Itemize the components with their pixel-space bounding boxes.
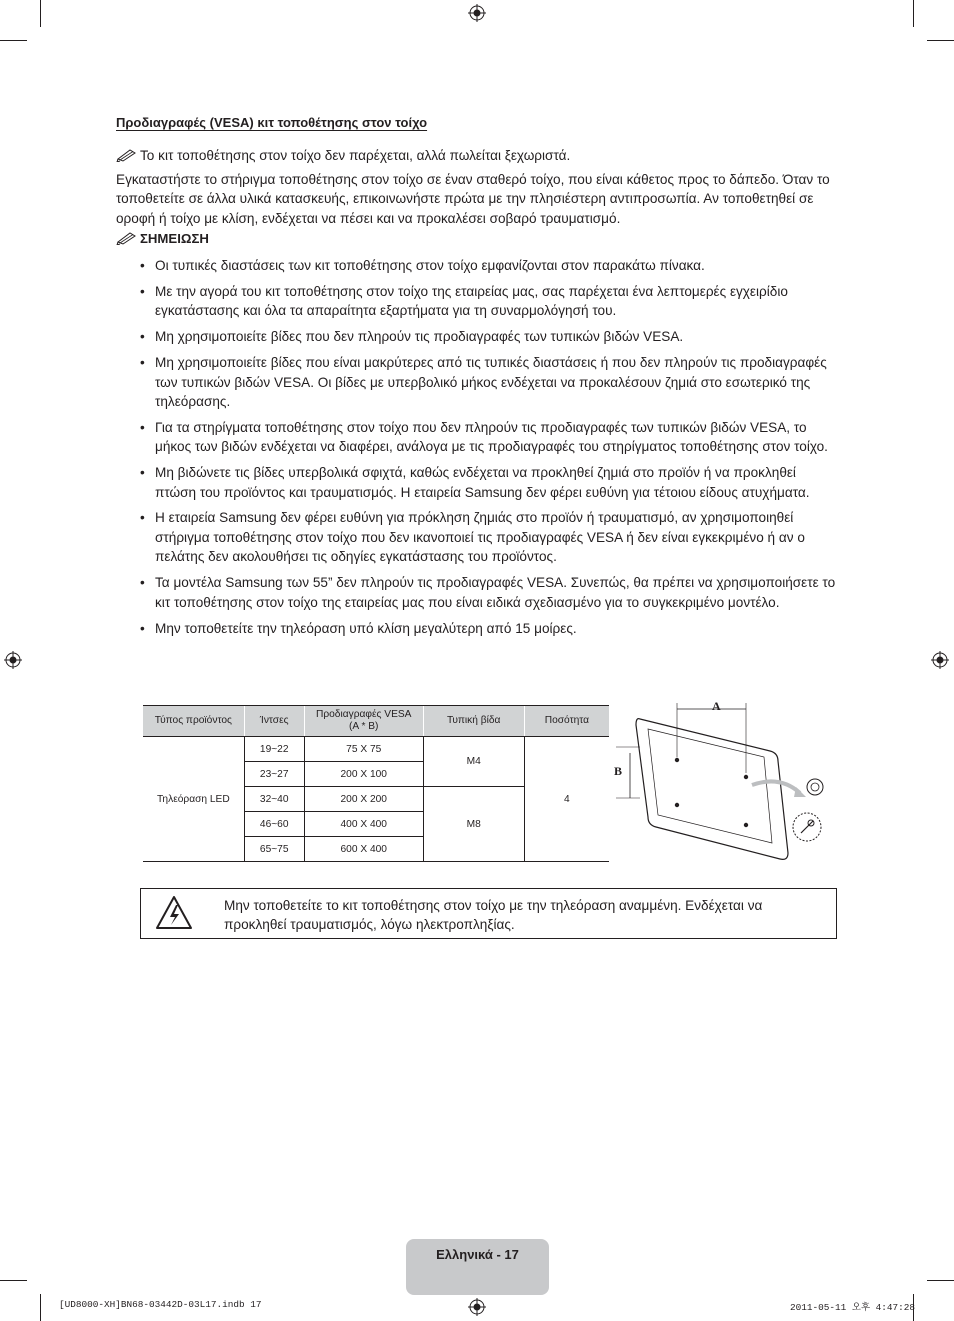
inches-cell: 23~27 [244, 762, 304, 787]
pencil-note-icon [116, 148, 138, 162]
vesa-cell: 200 X 200 [304, 787, 423, 812]
column-header: Ίντσες [244, 706, 304, 737]
mounting-hole [744, 823, 748, 827]
column-header: Τύπος προϊόντος [143, 706, 244, 737]
note-bullet-list [140, 256, 840, 644]
quantity-cell: 4 [524, 737, 609, 862]
warning-text: Μην τοποθετείτε το κιτ τοποθέτησης στον τοίχο με την τηλεόραση αναμμένη. Ενδέχεται να προκληθεί τραυματισμός, λόγω ηλεκτροπληξίας. [224, 898, 763, 933]
registration-mark-icon [468, 1298, 486, 1316]
install-paragraph: Εγκαταστήστε το στήριγμα τοποθέτησης στον τοίχο σε έναν σταθερό τοίχο, που είναι κάθετος προς το δάπεδο. Όταν το τοποθετείτε σε άλλα υλικά κατασκευής, επικοινωνήστε πρώτα με την πλησιέστερη αντιπροσωπία. Αν τοποθετηθεί σε οροφή ή τοίχο με κλίση, ενδέχεται να πέσει και να προκαλέσει σοβαρό τραυματισμό. [116, 172, 830, 226]
inches-cell: 32~40 [244, 787, 304, 812]
product-type-cell: Τηλεόραση LED [143, 737, 244, 862]
crop-mark [927, 40, 954, 41]
registration-mark-icon [468, 4, 486, 22]
mounting-hole [675, 803, 679, 807]
list-item: • Μη χρησιμοποιείτε βίδες που είναι μακρύτερες από τις τυπικές διαστάσεις ή που δεν πληρούν τις προδιαγραφές των τυπικών βιδών VESA. Οι βίδες με υπερβολικό μήκος ενδέχεται να προκαλέσουν ζημιά στο εσωτερικό της τηλεόρασης. [140, 353, 840, 411]
list-item: • Με την αγορά του κιτ τοποθέτησης στον τοίχο της εταιρείας μας, σας παρέχεται ένα λεπτομερές εγχειρίδιο εγκατάστασης και όλα τα απαραίτητα εξαρτήματα για τη συναρμολόγησή του. [140, 282, 840, 321]
list-item: • Τα μοντέλα Samsung των 55” δεν πληρούν τις προδιαγραφές VESA. Συνεπώς, θα πρέπει να χρησιμοποιήσετε το κιτ τοποθέτησης στον τοίχο της εταιρείας μας που είναι ειδικά σχεδιασμένο για το συγκεκριμένο μοντέλο. [140, 573, 840, 612]
mounting-hole [675, 758, 679, 762]
column-header-line: (A * B) [349, 721, 379, 732]
intro-note-text: Το κιτ τοποθέτησης στον τοίχο δεν παρέχεται, αλλά πωλείται ξεχωριστά. [140, 148, 571, 163]
column-header [304, 706, 423, 737]
screw-cell: M4 [423, 737, 524, 787]
column-header: Ποσότητα [524, 706, 609, 737]
table-header-row [143, 706, 609, 737]
screw-head-icon [807, 779, 823, 795]
intro-note [116, 146, 570, 165]
list-item: • Μη βιδώνετε τις βίδες υπερβολικά σφιχτά, καθώς ενδέχεται να προκληθεί ζημιά στο προϊόν ή να προκληθεί πτώση του προϊόντος και τραυματισμός. Η εταιρεία Samsung δεν φέρει ευθύνη για τέτοιου είδους ατυχήματα. [140, 463, 840, 502]
electric-shock-warning-icon [154, 894, 194, 932]
crop-mark [40, 0, 41, 27]
screw-cell: M8 [423, 787, 524, 862]
tv-back-vesa-diagram [610, 695, 842, 867]
list-item: • Η εταιρεία Samsung δεν φέρει ευθύνη για πρόκληση ζημιάς στο προϊόν ή τραυματισμό, αν χρησιμοποιηθεί στήριγμα τοποθέτησης στον τοίχο που δεν ικανοποιεί τις προδιαγραφές VESA ή δεν είναι εγκεκριμένο ή αν ο πελάτης δεν ακολουθήσει τις οδηγίες εγκατάστασης του προϊόντος. [140, 508, 840, 566]
note-label: ΣΗΜΕΙΩΣΗ [140, 231, 209, 246]
section-heading: Προδιαγραφές (VESA) κιτ τοποθέτησης στον τοίχο [116, 115, 428, 130]
crop-mark [40, 1294, 41, 1321]
note-heading [116, 231, 209, 246]
list-item: • Οι τυπικές διαστάσεις των κιτ τοποθέτησης στον τοίχο εμφανίζονται στον παρακάτω πίνακα. [140, 256, 840, 275]
vesa-cell: 600 X 400 [304, 837, 423, 862]
dimension-a-label: A [712, 699, 721, 713]
registration-mark-icon [4, 651, 22, 669]
crop-mark [927, 1280, 954, 1281]
vesa-spec-table [143, 705, 609, 862]
vesa-cell: 200 X 100 [304, 762, 423, 787]
column-header-line: Προδιαγραφές VESA [315, 709, 412, 720]
column-header: Τυπική βίδα [423, 706, 524, 737]
list-item: • Για τα στηρίγματα τοποθέτησης στον τοίχο που δεν πληρούν τις προδιαγραφές των τυπικών βιδών VESA, το μήκος των βιδών ενδέχεται να διαφέρει, ανάλογα με τις προδιαγραφές του στηρίγματος τοποθέτησης στον τοίχο. [140, 418, 840, 457]
vesa-cell: 75 X 75 [304, 737, 423, 762]
pencil-note-icon [116, 231, 138, 245]
registration-mark-icon [931, 651, 949, 669]
mounting-hole [744, 775, 748, 779]
inches-cell: 19~22 [244, 737, 304, 762]
list-item: • Μη χρησιμοποιείτε βίδες που δεν πληρούν τις προδιαγραφές των τυπικών βιδών VESA. [140, 327, 840, 346]
footer-timestamp: 2011-05-11 오후 4:47:28 [790, 1302, 916, 1313]
list-item: • Μην τοποθετείτε την τηλεόραση υπό κλίση μεγαλύτερη από 15 μοίρες. [140, 619, 840, 638]
footer-file-info: [UD8000-XH]BN68-03442D-03L17.indb 17 [59, 1299, 262, 1310]
vesa-cell: 400 X 400 [304, 812, 423, 837]
crop-mark [0, 40, 27, 41]
inches-cell: 46~60 [244, 812, 304, 837]
table-row [143, 737, 609, 762]
page-number: Ελληνικά - 17 [436, 1247, 519, 1262]
tv-back-panel [636, 719, 788, 860]
crop-mark [913, 0, 914, 27]
dimension-b-label: B [614, 764, 623, 778]
inches-cell: 65~75 [244, 837, 304, 862]
crop-mark [0, 1280, 27, 1281]
